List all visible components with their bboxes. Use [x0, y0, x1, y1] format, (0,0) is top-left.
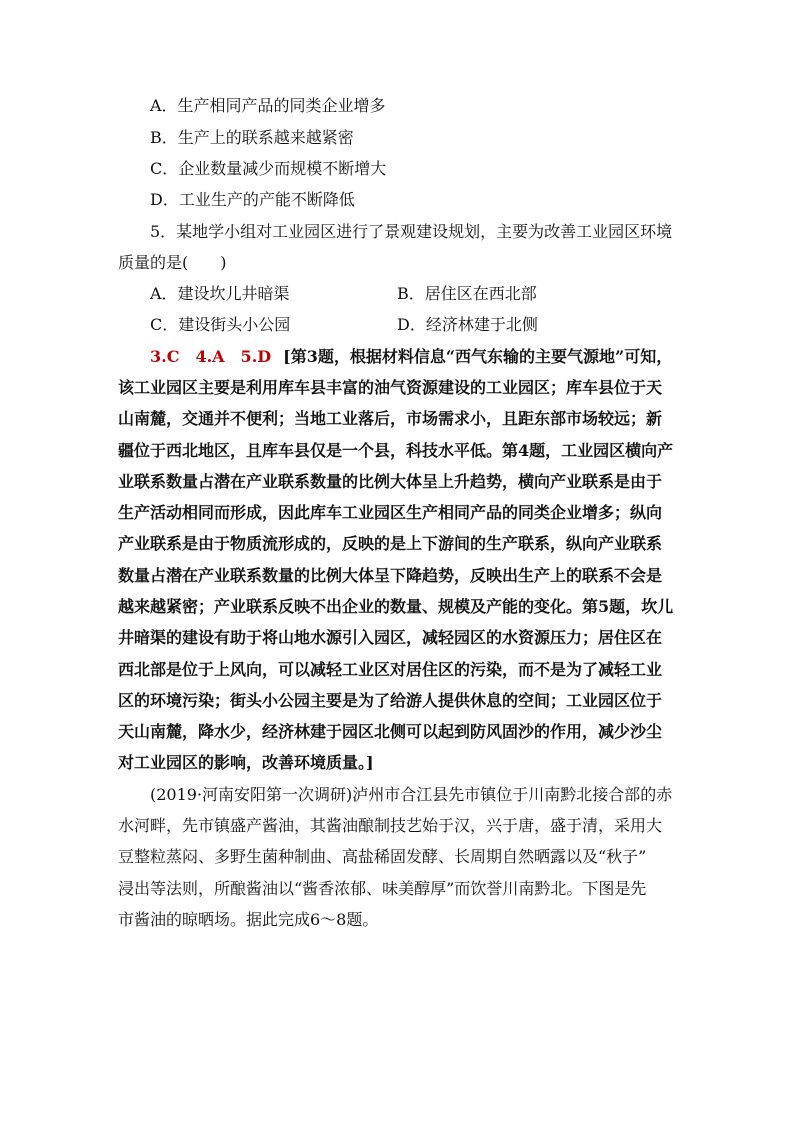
answer-line: 疆位于西北地区，且库车县仅是一个县，科技水平低。第4题，工业园区横向产 [118, 441, 674, 460]
q4-option-d: D．工业生产的产能不断降低 [150, 190, 355, 209]
q4-option-c: C．企业数量减少而规模不断增大 [150, 159, 387, 178]
answer-text: [第3题，根据材料信息“西气东输的主要气源地”可知， [283, 347, 673, 366]
answer-line: 西北部是位于上风向，可以减轻工业区对居住区的污染，而不是为了减轻工业 [118, 660, 663, 679]
answer-line: 生产活动相同而形成，因此库车工业园区生产相同产品的同类企业增多；纵向 [118, 503, 663, 522]
q5-option-d: D．经济林建于北侧 [397, 315, 538, 334]
passage-line-1: (2019·河南安阳第一次调研)泸州市合江县先市镇位于川南黔北接合部的赤 [150, 785, 673, 804]
q5-stem-line1: 5．某地学小组对工业园区进行了景观建设规划，主要为改善工业园区环境 [150, 222, 673, 241]
answer-line: 数量占潜在产业联系数量的比例大体呈下降趋势，反映出生产上的联系不会是 [118, 566, 663, 585]
answer-line: 越来越紧密；产业联系反映不出企业的数量、规模及产能的变化。第5题，坎儿 [118, 597, 674, 616]
passage-line: 水河畔，先市镇盛产酱油，其酱油酿制技艺始于汉，兴于唐，盛于清，采用大 [118, 816, 663, 835]
answer-line: 对工业园区的影响，改善环境质量。] [118, 753, 374, 772]
q5-option-b: B．居住区在西北部 [397, 284, 537, 303]
q4-option-b: B．生产上的联系越来越紧密 [150, 128, 354, 147]
answer-line: 该工业园区主要是利用库车县丰富的油气资源建设的工业园区；库车县位于天 [118, 378, 663, 397]
answer-line: 区的环境污染；街头小公园主要是为了给游人提供休息的空间；工业园区位于 [118, 691, 663, 710]
q4-option-a: A．生产相同产品的同类企业增多 [150, 96, 386, 115]
answer-line: 业联系数量占潜在产业联系数量的比例大体呈上升趋势，横向产业联系是由于 [118, 472, 663, 491]
passage-line: 市酱油的晾晒场。据此完成6～8题。 [118, 910, 379, 929]
answer-line: 天山南麓，降水少，经济林建于园区北侧可以起到防风固沙的作用，减少沙尘 [118, 722, 663, 741]
answer-line: 山南麓，交通并不便利；当地工业落后，市场需求小，且距东部市场较远；新 [118, 409, 663, 428]
answer-line-1 [150, 346, 672, 368]
passage-line: 浸出等法则，所酿酱油以“酱香浓郁、味美醇厚”而饮誉川南黔北。下图是先 [118, 879, 647, 898]
answer-line: 井暗渠的建设有助于将山地水源引入园区，减轻园区的水资源压力；居住区在 [118, 628, 663, 647]
q5-option-a: A．建设坎儿井暗渠 [150, 284, 290, 303]
q5-stem-line2: 质量的是( ) [118, 253, 227, 272]
passage-line: 豆整粒蒸闷、多野生菌种制曲、高盐稀固发酵、长周期自然晒露以及“秋子” [118, 847, 647, 866]
answer-line: 产业联系是由于物质流形成的，反映的是上下游间的生产联系，纵向产业联系 [118, 534, 663, 553]
q5-option-c: C．建设街头小公园 [150, 315, 291, 334]
answer-keys: 3.C 4.A 5.D [150, 347, 272, 366]
